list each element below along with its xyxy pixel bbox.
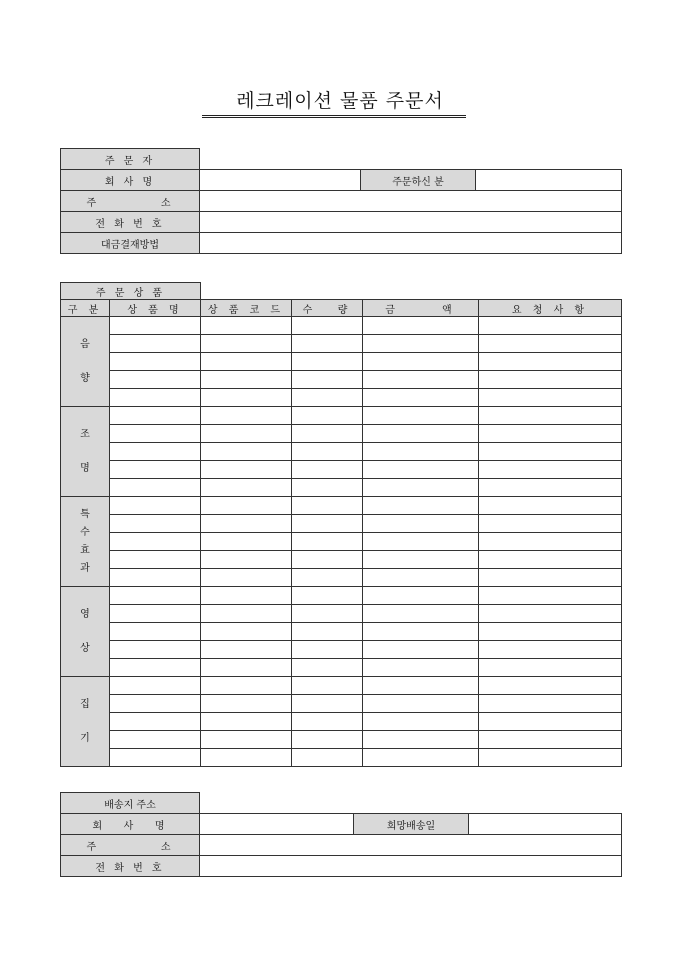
product-code-cell[interactable]: [201, 533, 292, 551]
product-name-cell[interactable]: [110, 659, 201, 677]
amount-cell[interactable]: [363, 479, 479, 497]
item-row: [61, 317, 622, 335]
category-label: [61, 407, 110, 497]
request-cell[interactable]: [479, 605, 622, 623]
item-row: [61, 551, 622, 569]
orderer-section-label: 주 문 자: [61, 149, 200, 170]
request-cell[interactable]: [479, 515, 622, 533]
product-code-cell[interactable]: [201, 479, 292, 497]
orderer-person-field[interactable]: [476, 170, 622, 191]
quantity-cell[interactable]: [292, 515, 363, 533]
amount-cell[interactable]: [363, 533, 479, 551]
category-char: 집: [80, 698, 90, 710]
product-name-cell[interactable]: [110, 497, 201, 515]
company-label: 회 사 명: [61, 170, 200, 191]
product-code-cell[interactable]: [201, 407, 292, 425]
quantity-cell[interactable]: [292, 623, 363, 641]
delivery-date-field[interactable]: [469, 814, 622, 835]
amount-cell[interactable]: [363, 659, 479, 677]
address-label: 주 소: [61, 191, 200, 212]
shipping-address-label: 주 소: [61, 835, 200, 856]
product-code-cell[interactable]: [201, 713, 292, 731]
request-cell[interactable]: [479, 479, 622, 497]
amount-cell[interactable]: [363, 677, 479, 695]
request-cell[interactable]: [479, 371, 622, 389]
product-code-cell[interactable]: [201, 389, 292, 407]
item-row: [61, 695, 622, 713]
request-cell[interactable]: [479, 569, 622, 587]
shipping-section-label: 배송지 주소: [61, 793, 200, 814]
category-label: [61, 317, 110, 407]
product-code-cell[interactable]: [201, 569, 292, 587]
category-char: 효: [80, 544, 90, 556]
product-code-cell[interactable]: [201, 317, 292, 335]
request-cell[interactable]: [479, 551, 622, 569]
request-cell[interactable]: [479, 731, 622, 749]
product-name-cell[interactable]: [110, 749, 201, 767]
company-field[interactable]: [200, 170, 361, 191]
shipping-company-label: 회 사 명: [61, 814, 200, 835]
amount-cell[interactable]: [363, 749, 479, 767]
product-name-cell[interactable]: [110, 443, 201, 461]
product-name-cell[interactable]: [110, 677, 201, 695]
amount-cell[interactable]: [363, 353, 479, 371]
product-code-cell[interactable]: [201, 659, 292, 677]
quantity-cell[interactable]: [292, 569, 363, 587]
product-name-cell[interactable]: [110, 605, 201, 623]
column-header: 구 분: [61, 300, 110, 317]
product-name-cell[interactable]: [110, 389, 201, 407]
quantity-cell[interactable]: [292, 443, 363, 461]
quantity-cell[interactable]: [292, 605, 363, 623]
category-char: 향: [80, 372, 90, 384]
quantity-cell[interactable]: [292, 317, 363, 335]
product-code-cell[interactable]: [201, 461, 292, 479]
product-code-cell[interactable]: [201, 425, 292, 443]
item-row: [61, 353, 622, 371]
quantity-cell[interactable]: [292, 731, 363, 749]
payment-method-label: 대금결재방법: [61, 233, 200, 254]
amount-cell[interactable]: [363, 551, 479, 569]
quantity-cell[interactable]: [292, 425, 363, 443]
amount-cell[interactable]: [363, 605, 479, 623]
item-row: [61, 677, 622, 695]
quantity-cell[interactable]: [292, 461, 363, 479]
item-row: [61, 371, 622, 389]
product-name-cell[interactable]: [110, 317, 201, 335]
quantity-cell[interactable]: [292, 353, 363, 371]
amount-cell[interactable]: [363, 497, 479, 515]
request-cell[interactable]: [479, 659, 622, 677]
shipping-phone-field[interactable]: [200, 856, 622, 877]
amount-cell[interactable]: [363, 389, 479, 407]
amount-cell[interactable]: [363, 623, 479, 641]
delivery-date-label: 희망배송일: [354, 814, 469, 835]
request-cell[interactable]: [479, 335, 622, 353]
item-row: [61, 623, 622, 641]
amount-cell[interactable]: [363, 641, 479, 659]
column-header: 수 량: [292, 300, 363, 317]
product-code-cell[interactable]: [201, 587, 292, 605]
product-name-cell[interactable]: [110, 479, 201, 497]
amount-cell[interactable]: [363, 443, 479, 461]
product-code-cell[interactable]: [201, 551, 292, 569]
product-name-cell[interactable]: [110, 713, 201, 731]
amount-cell[interactable]: [363, 515, 479, 533]
category-char: 특: [80, 508, 90, 520]
request-cell[interactable]: [479, 533, 622, 551]
product-name-cell[interactable]: [110, 569, 201, 587]
request-cell[interactable]: [479, 677, 622, 695]
title-underline: [202, 115, 466, 118]
quantity-cell[interactable]: [292, 533, 363, 551]
item-row: [61, 605, 622, 623]
request-cell[interactable]: [479, 317, 622, 335]
product-code-cell[interactable]: [201, 677, 292, 695]
item-row: [61, 659, 622, 677]
quantity-cell[interactable]: [292, 677, 363, 695]
shipping-table: [60, 792, 622, 877]
product-name-cell[interactable]: [110, 695, 201, 713]
product-name-cell[interactable]: [110, 551, 201, 569]
category-char: 음: [80, 338, 90, 350]
product-name-cell[interactable]: [110, 533, 201, 551]
product-name-cell[interactable]: [110, 515, 201, 533]
product-code-cell[interactable]: [201, 353, 292, 371]
phone-label: 전 화 번 호: [61, 212, 200, 233]
amount-cell[interactable]: [363, 371, 479, 389]
amount-cell[interactable]: [363, 407, 479, 425]
request-cell[interactable]: [479, 461, 622, 479]
category-char: 수: [80, 526, 90, 538]
column-header: 금 액: [363, 300, 479, 317]
quantity-cell[interactable]: [292, 641, 363, 659]
product-name-cell[interactable]: [110, 461, 201, 479]
quantity-cell[interactable]: [292, 713, 363, 731]
orderer-table: [60, 148, 622, 254]
request-cell[interactable]: [479, 407, 622, 425]
shipping-address-field[interactable]: [200, 835, 622, 856]
item-row: [61, 461, 622, 479]
product-code-cell[interactable]: [201, 497, 292, 515]
product-name-cell[interactable]: [110, 641, 201, 659]
product-name-cell[interactable]: [110, 335, 201, 353]
address-field[interactable]: [200, 191, 622, 212]
request-cell[interactable]: [479, 713, 622, 731]
request-cell[interactable]: [479, 695, 622, 713]
category-char: 명: [80, 462, 90, 474]
request-cell[interactable]: [479, 389, 622, 407]
quantity-cell[interactable]: [292, 479, 363, 497]
request-cell[interactable]: [479, 641, 622, 659]
category-label: [61, 587, 110, 677]
quantity-cell[interactable]: [292, 407, 363, 425]
column-header: 요 청 사 항: [479, 300, 622, 317]
product-code-cell[interactable]: [201, 335, 292, 353]
item-row: [61, 407, 622, 425]
item-row: [61, 587, 622, 605]
category-char: 과: [80, 562, 90, 574]
item-row: [61, 425, 622, 443]
page-title: 레크레이션 물품 주문서: [236, 90, 444, 112]
quantity-cell[interactable]: [292, 497, 363, 515]
request-cell[interactable]: [479, 587, 622, 605]
quantity-cell[interactable]: [292, 371, 363, 389]
item-row: [61, 389, 622, 407]
item-row: [61, 713, 622, 731]
item-row: [61, 569, 622, 587]
category-char: 기: [80, 732, 90, 744]
amount-cell[interactable]: [363, 731, 479, 749]
amount-cell[interactable]: [363, 425, 479, 443]
category-char: 조: [80, 428, 90, 440]
request-cell[interactable]: [479, 425, 622, 443]
quantity-cell[interactable]: [292, 335, 363, 353]
amount-cell[interactable]: [363, 569, 479, 587]
product-name-cell[interactable]: [110, 371, 201, 389]
quantity-cell[interactable]: [292, 587, 363, 605]
quantity-cell[interactable]: [292, 749, 363, 767]
product-code-cell[interactable]: [201, 695, 292, 713]
request-cell[interactable]: [479, 353, 622, 371]
item-row: [61, 533, 622, 551]
product-code-cell[interactable]: [201, 371, 292, 389]
item-row: [61, 641, 622, 659]
category-label: [61, 497, 110, 587]
product-name-cell[interactable]: [110, 731, 201, 749]
request-cell[interactable]: [479, 749, 622, 767]
product-code-cell[interactable]: [201, 443, 292, 461]
product-code-cell[interactable]: [201, 641, 292, 659]
category-char: 상: [80, 642, 90, 654]
category-char: 영: [80, 608, 90, 620]
product-code-cell[interactable]: [201, 623, 292, 641]
column-header: 상 품 명: [110, 300, 201, 317]
product-name-cell[interactable]: [110, 623, 201, 641]
item-row: [61, 749, 622, 767]
quantity-cell[interactable]: [292, 695, 363, 713]
orderer-person-label: 주문하신 분: [361, 170, 476, 191]
amount-cell[interactable]: [363, 587, 479, 605]
product-name-cell[interactable]: [110, 407, 201, 425]
product-name-cell[interactable]: [110, 425, 201, 443]
amount-cell[interactable]: [363, 317, 479, 335]
payment-method-field[interactable]: [200, 233, 622, 254]
product-name-cell[interactable]: [110, 353, 201, 371]
request-cell[interactable]: [479, 497, 622, 515]
shipping-company-field[interactable]: [200, 814, 354, 835]
amount-cell[interactable]: [363, 335, 479, 353]
amount-cell[interactable]: [363, 713, 479, 731]
amount-cell[interactable]: [363, 695, 479, 713]
amount-cell[interactable]: [363, 461, 479, 479]
product-code-cell[interactable]: [201, 731, 292, 749]
items-section-label: 주 문 상 품: [61, 283, 201, 300]
category-label: [61, 677, 110, 767]
quantity-cell[interactable]: [292, 659, 363, 677]
request-cell[interactable]: [479, 443, 622, 461]
column-header: 상 품 코 드: [201, 300, 292, 317]
product-code-cell[interactable]: [201, 749, 292, 767]
item-row: [61, 497, 622, 515]
item-row: [61, 731, 622, 749]
items-table: [60, 282, 622, 767]
phone-field[interactable]: [200, 212, 622, 233]
product-code-cell[interactable]: [201, 515, 292, 533]
product-name-cell[interactable]: [110, 587, 201, 605]
request-cell[interactable]: [479, 623, 622, 641]
item-row: [61, 335, 622, 353]
item-row: [61, 443, 622, 461]
shipping-phone-label: 전 화 번 호: [61, 856, 200, 877]
quantity-cell[interactable]: [292, 389, 363, 407]
quantity-cell[interactable]: [292, 551, 363, 569]
product-code-cell[interactable]: [201, 605, 292, 623]
item-row: [61, 515, 622, 533]
item-row: [61, 479, 622, 497]
